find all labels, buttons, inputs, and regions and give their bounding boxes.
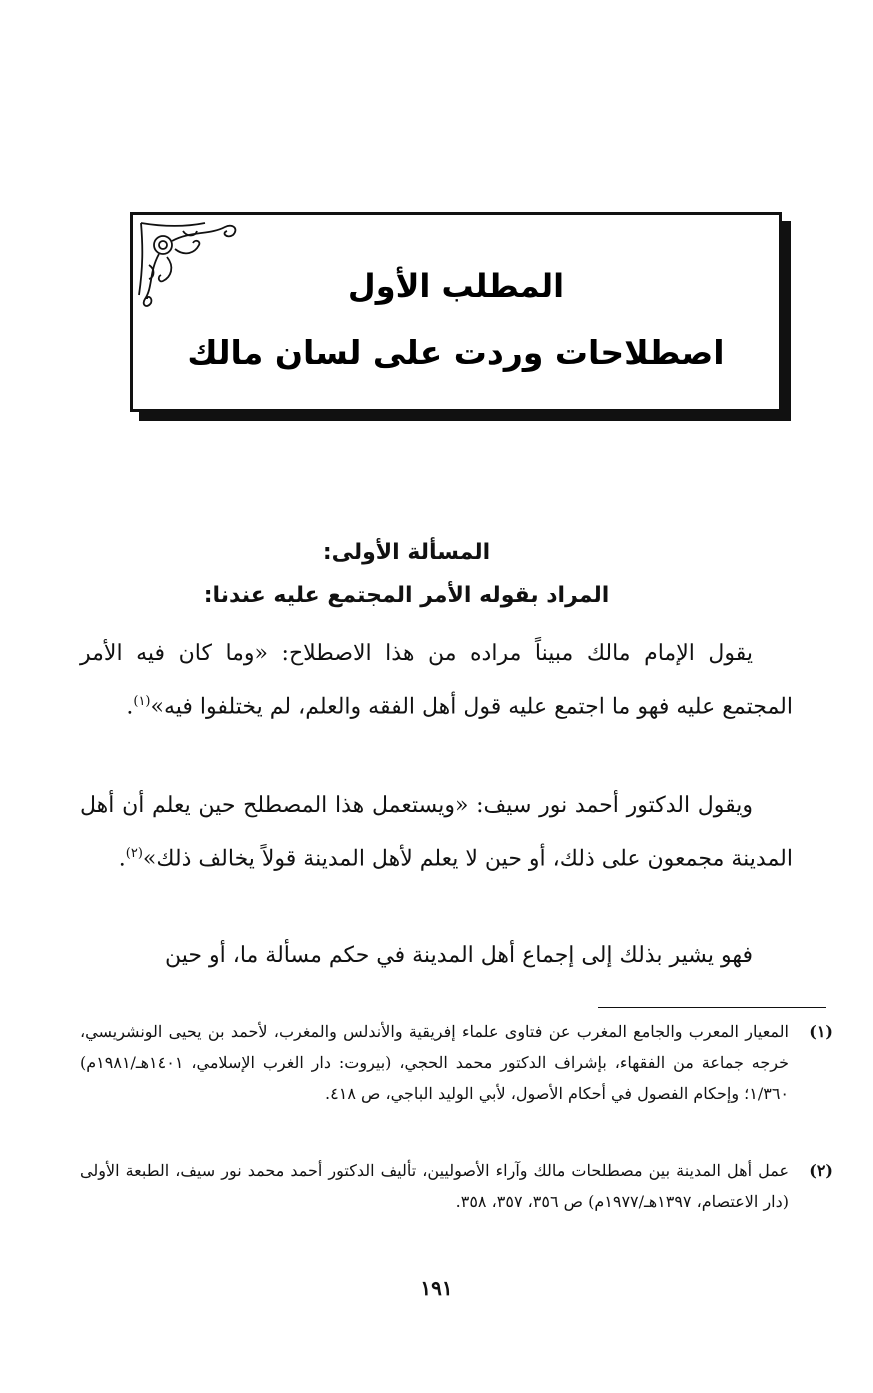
footnote-text: المعيار المعرب والجامع المغرب عن فتاوى علماء إفريقية والأندلس والمغرب، لأحمد بن يحيى الونشريسي، خرجه جماعة من الفقهاء، بإشراف الدكتور محمد الحجي، (بيروت: دار الغرب الإسلامي، ١٤٠١هـ/١٩٨١م) ١/٣٦٠؛ وإحكام الفصول في أحكام الأصول، لأبي الوليد الباجي، ص ٤١٨. [80, 1022, 789, 1103]
footnote-ref: (٢) [125, 846, 143, 861]
paragraph [80, 782, 793, 883]
section-subtitle: المراد بقوله الأمر المجتمع عليه عندنا: [203, 583, 610, 608]
paragraph [80, 630, 793, 731]
paragraph-tail: . [126, 694, 134, 720]
paragraph-text: يقول الإمام مالك مبيناً مراده من هذا الاصطلاح: «وما كان فيه الأمر المجتمع عليه فهو ما اجتمع عليه قول أهل الفقه والعلم، لم يختلفوا فيه» [80, 641, 793, 720]
chapter-title: المطلب الأول [347, 267, 565, 305]
section-title: المسألة الأولى: [322, 540, 491, 565]
paragraph-text: ويقول الدكتور أحمد نور سيف: «ويستعمل هذا المصطلح حين يعلم أن أهل المدينة مجمعون على ذلك، أو حين لا يعلم لأهل المدينة قولاً يخالف ذلك» [80, 793, 793, 872]
paragraph [80, 932, 793, 980]
chapter-header-frame [130, 212, 782, 412]
chapter-subtitle: اصطلاحات وردت على لسان مالك [187, 333, 725, 372]
footnote [80, 1016, 833, 1109]
footnote-ref: (١) [133, 694, 151, 709]
footnote [80, 1155, 833, 1217]
footnote-number: (١) [809, 1022, 833, 1041]
footnote-text: عمل أهل المدينة بين مصطلحات مالك وآراء الأصوليين، تأليف الدكتور أحمد محمد نور سيف، الطبعة الأولى (دار الاعتصام، ١٣٩٧هـ/١٩٧٧م) ص ٣٥٦، ٣٥٧، ٣٥٨. [80, 1161, 789, 1211]
footnote-number: (٢) [809, 1161, 833, 1180]
footnote-divider [598, 1007, 826, 1008]
page-number: ١٩١ [420, 1276, 453, 1300]
paragraph-text: فهو يشير بذلك إلى إجماع أهل المدينة في حكم مسألة ما، أو حين [165, 943, 753, 968]
paragraph-tail: . [118, 846, 126, 872]
